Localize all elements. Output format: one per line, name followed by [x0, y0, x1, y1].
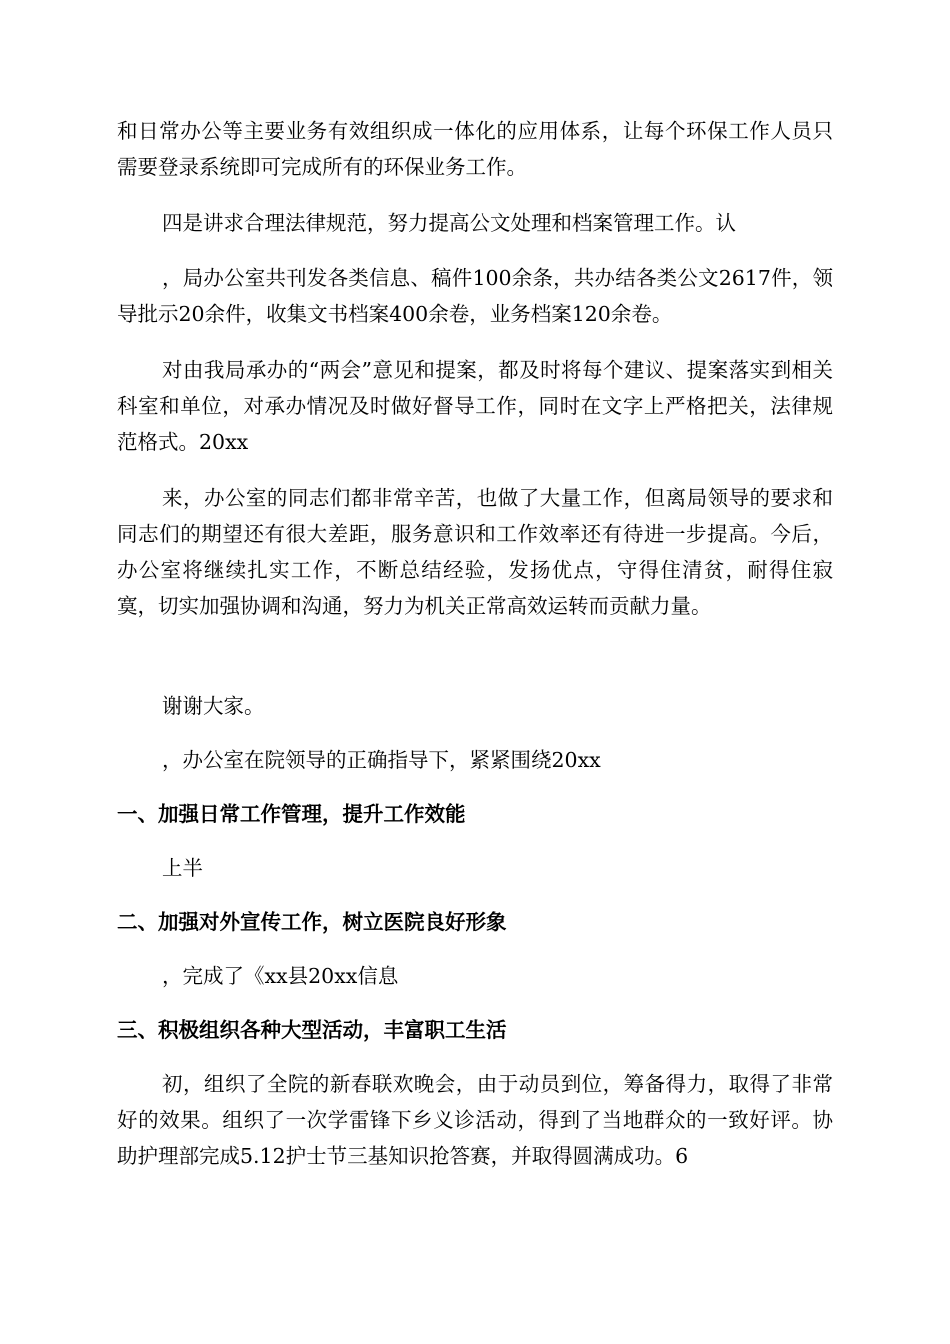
paragraph-hospital-office: ，办公室在院领导的正确指导下，紧紧围绕20xx [162, 748, 601, 772]
paragraph-first-half: 上半 [162, 856, 203, 880]
paragraph-thanks: 谢谢大家。 [162, 694, 265, 718]
paragraph-point-four: 四是讲求合理法律规范，努力提高公文处理和档案管理工作。认 [162, 211, 736, 235]
heading-section-three: 三、积极组织各种大型活动，丰富职工生活 [117, 1018, 507, 1042]
paragraph-summary: 来，办公室的同志们都非常辛苦，也做了大量工作，但离局领导的要求和同志们的期望还有很大差距，服务意识和工作效率还有待进一步提高。今后，办公室将继续扎实工作，不断总结经验，发扬优点，守得住清贫，耐得住寂寞，切实加强协调和沟通，努力为机关正常高效运转而贡献力量。 [117, 486, 833, 618]
heading-section-one: 一、加强日常工作管理，提升工作效能 [117, 802, 466, 826]
heading-section-two: 二、加强对外宣传工作，树立医院良好形象 [117, 910, 507, 934]
paragraph-info-completed: ，完成了《xx县20xx信息 [162, 964, 399, 988]
paragraph-activities: 初，组织了全院的新春联欢晚会，由于动员到位，筹备得力，取得了非常好的效果。组织了一次学雷锋下乡义诊活动，得到了当地群众的一致好评。协助护理部完成5.12护士节三基知识抢答赛，并取得圆满成功。6 [117, 1072, 833, 1168]
paragraph-intro-continued: 和日常办公等主要业务有效组织成一体化的应用体系，让每个环保工作人员只需要登录系统即可完成所有的环保业务工作。 [117, 119, 833, 179]
paragraph-two-sessions: 对由我局承办的“两会”意见和提案，都及时将每个建议、提案落实到相关科室和单位，对承办情况及时做好督导工作，同时在文字上严格把关，法律规范格式。20xx [117, 358, 833, 454]
paragraph-office-statistics: ，局办公室共刊发各类信息、稿件100余条，共办结各类公文2617件，领导批示20余件，收集文书档案400余卷，业务档案120余卷。 [117, 266, 833, 326]
